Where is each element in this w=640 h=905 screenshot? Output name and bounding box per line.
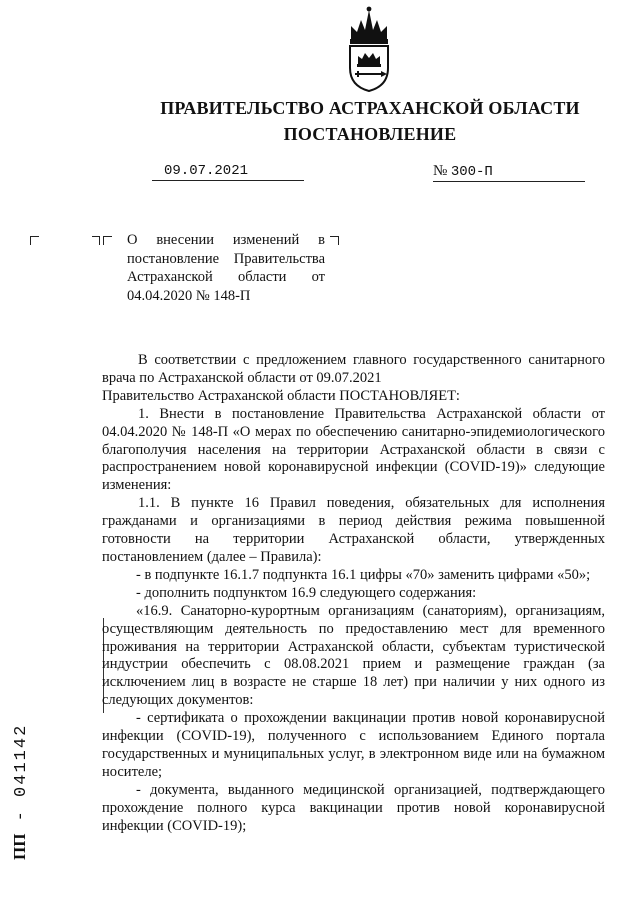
subject-corner-mark xyxy=(103,236,112,245)
paragraph-certificate: - сертификата о прохождении вакцинации против новой коронавирусной инфекции (COVID-19), полученного с использованием Единого портала государственных и муниципальных услуг, в электронном виде или на бумажном носителе; xyxy=(102,710,605,780)
coat-of-arms-emblem xyxy=(343,6,395,92)
subject-line: О внесении изменений в xyxy=(127,232,325,248)
number-sign-label: № xyxy=(433,163,448,179)
serial-separator: - xyxy=(12,796,31,822)
document-date: 09.07.2021 xyxy=(152,162,304,181)
subject-corner-mark xyxy=(92,236,100,245)
subject-corner-mark xyxy=(30,236,39,245)
paragraph-16-9: «16.9. Санаторно-курортным организациям (санаториям), организациям, осуществляющим деятельность по предоставлению мест для временного проживания на территории Астраханской области, субъектам туристической индустрии обеспечить с 08.08.2021 прием и размещение граждан (за исключением лиц в возрасте не старше 18 лет) при наличии у них одного из следующих документов: xyxy=(102,602,605,709)
document-body xyxy=(102,352,605,835)
paragraph-medical-document: - документа, выданного медицинской организацией, подтверждающего прохождение полного курса вакцинации против новой коронавирусной инфекции (COVID-19); xyxy=(102,781,605,834)
paragraph-preamble: В соответствии с предложением главного государственного санитарного врача по Астраханской области от 09.07.2021 xyxy=(102,352,605,386)
paragraph-resolves: Правительство Астраханской области ПОСТАНОВЛЯЕТ: xyxy=(102,387,460,404)
paragraph-item-1-1: 1.1. В пункте 16 Правил поведения, обязательных для исполнения гражданами и организациями в период действия режима повышенной готовности на территории Астраханской области, утвержденных постановлением (далее – Правила): xyxy=(102,495,605,565)
document-number: 300-П xyxy=(450,164,493,180)
subject-line: Астраханской области от xyxy=(127,269,325,285)
organization-title: ПРАВИТЕЛЬСТВО АСТРАХАНСКОЙ ОБЛАСТИ xyxy=(160,98,580,118)
subject-line: постановление Правительства xyxy=(127,250,325,267)
paragraph-subitem: - в подпункте 16.1.7 подпункта 16.1 цифры «70» заменить цифрами «50»; xyxy=(136,566,591,583)
paragraph-item-1: 1. Внести в постановление Правительства Астраханской области от 04.04.2020 № 148-П «О мерах по обеспечению санитарно-эпидемиологического благополучия населения на территории Астраханской области в связи с распространением новой коронавирусной инфекции (COVID-19)» следующие изменения: xyxy=(102,405,605,494)
document-number-field xyxy=(433,162,585,182)
document-subject xyxy=(127,231,325,305)
side-serial-code xyxy=(10,724,31,860)
subject-corner-mark xyxy=(330,236,339,245)
serial-prefix: ПП xyxy=(10,833,29,860)
document-type-title: ПОСТАНОВЛЕНИЕ xyxy=(283,124,457,144)
serial-number: 041142 xyxy=(12,723,31,797)
subject-line: 04.04.2020 № 148-П xyxy=(127,287,251,304)
paragraph-subitem: - дополнить подпунктом 16.9 следующего содержания: xyxy=(136,584,477,601)
